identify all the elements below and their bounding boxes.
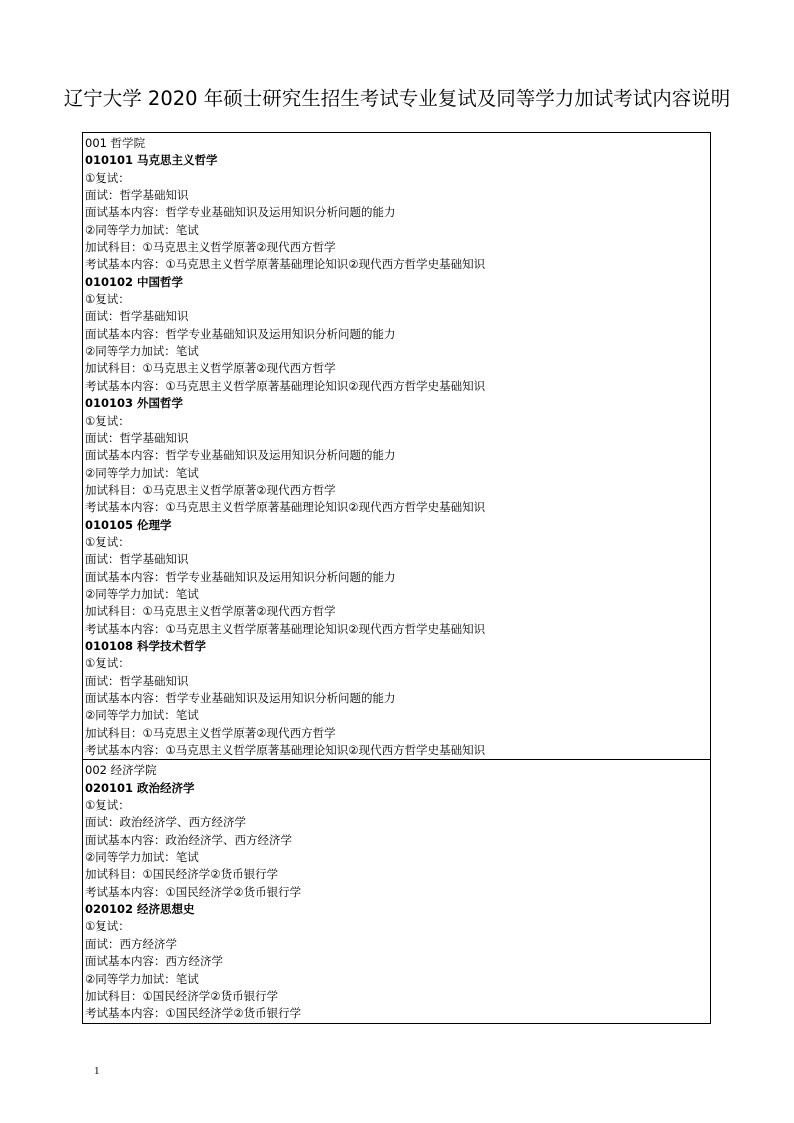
- department-section: [83, 133, 710, 759]
- info-line: ②同等学力加试：笔试: [85, 971, 199, 986]
- program-block: [85, 274, 710, 395]
- info-line: 面试：哲学基础知识: [85, 673, 189, 688]
- info-line: ②同等学力加试：笔试: [85, 708, 199, 723]
- info-line: 加试科目：①马克思主义哲学原著②现代西方哲学: [85, 361, 336, 376]
- info-line: 面试基本内容：哲学专业基础知识及运用知识分析问题的能力: [85, 691, 396, 705]
- program-block: [85, 901, 710, 1022]
- department-section: [83, 759, 710, 1022]
- info-line: 面试：政治经济学、西方经济学: [85, 815, 246, 830]
- info-line: ①复试：: [85, 798, 130, 813]
- info-line: 面试基本内容：哲学专业基础知识及运用知识分析问题的能力: [85, 205, 396, 220]
- program-block: [85, 780, 710, 901]
- program-title: 020101 政治经济学: [85, 780, 195, 795]
- document-title: 辽宁大学 2020 年硕士研究生招生考试专业复试及同等学力加试考试内容说明: [63, 87, 731, 110]
- info-line: 考试基本内容：①马克思主义哲学原著基础理论知识②现代西方哲学史基础知识: [85, 257, 486, 272]
- program-title: 010108 科学技术哲学: [85, 638, 207, 653]
- info-line: ①复试：: [85, 413, 130, 428]
- info-line: 加试科目：①马克思主义哲学原著②现代西方哲学: [85, 240, 336, 255]
- info-line: 面试：哲学基础知识: [85, 309, 189, 324]
- info-line: 面试基本内容：政治经济学、西方经济学: [85, 832, 292, 847]
- info-line: ①复试：: [85, 656, 130, 671]
- department-header: 002 经济学院: [85, 763, 157, 778]
- info-line: 考试基本内容：①马克思主义哲学原著基础理论知识②现代西方哲学史基础知识: [85, 378, 486, 393]
- program-title: 010102 中国哲学: [85, 274, 184, 289]
- info-line: 考试基本内容：①国民经济学②货币银行学: [85, 1006, 302, 1021]
- info-line: 考试基本内容：①国民经济学②货币银行学: [85, 884, 302, 899]
- info-line: ②同等学力加试：笔试: [85, 222, 199, 237]
- info-line: ①复试：: [85, 534, 130, 549]
- info-line: ②同等学力加试：笔试: [85, 850, 199, 865]
- info-line: 面试：哲学基础知识: [85, 552, 189, 567]
- program-block: [85, 395, 710, 516]
- info-line: 加试科目：①国民经济学②货币银行学: [85, 867, 279, 882]
- info-line: 加试科目：①马克思主义哲学原著②现代西方哲学: [85, 725, 336, 740]
- info-line: 面试基本内容：西方经济学: [85, 954, 223, 969]
- department-header: 001 哲学院: [85, 136, 146, 150]
- program-block: [85, 152, 710, 273]
- info-line: 考试基本内容：①马克思主义哲学原著基础理论知识②现代西方哲学史基础知识: [85, 621, 486, 636]
- info-line: ①复试：: [85, 919, 130, 934]
- info-line: 面试：哲学基础知识: [85, 430, 189, 445]
- info-line: 加试科目：①马克思主义哲学原著②现代西方哲学: [85, 604, 336, 619]
- program-block: [85, 517, 710, 638]
- info-line: 加试科目：①马克思主义哲学原著②现代西方哲学: [85, 482, 336, 497]
- program-title: 010105 伦理学: [85, 517, 172, 532]
- page-number: 1: [94, 1065, 100, 1077]
- info-line: 考试基本内容：①马克思主义哲学原著基础理论知识②现代西方哲学史基础知识: [85, 743, 486, 758]
- info-line: ②同等学力加试：笔试: [85, 465, 199, 480]
- info-line: 考试基本内容：①马克思主义哲学原著基础理论知识②现代西方哲学史基础知识: [85, 500, 486, 515]
- program-block: [85, 638, 710, 759]
- info-line: ②同等学力加试：笔试: [85, 344, 199, 359]
- info-line: 面试基本内容：哲学专业基础知识及运用知识分析问题的能力: [85, 448, 396, 463]
- info-line: 加试科目：①国民经济学②货币银行学: [85, 988, 279, 1003]
- info-line: 面试基本内容：哲学专业基础知识及运用知识分析问题的能力: [85, 569, 396, 584]
- info-line: ①复试：: [85, 292, 130, 307]
- program-title: 010101 马克思主义哲学: [85, 153, 218, 168]
- info-line: ①复试：: [85, 170, 130, 185]
- info-line: 面试：西方经济学: [85, 936, 177, 951]
- program-title: 020102 经济思想史: [85, 902, 195, 917]
- info-line: 面试基本内容：哲学专业基础知识及运用知识分析问题的能力: [85, 326, 396, 341]
- content-table: [82, 132, 711, 1024]
- info-line: ②同等学力加试：笔试: [85, 586, 199, 601]
- info-line: 面试：哲学基础知识: [85, 188, 189, 203]
- program-title: 010103 外国哲学: [85, 396, 184, 411]
